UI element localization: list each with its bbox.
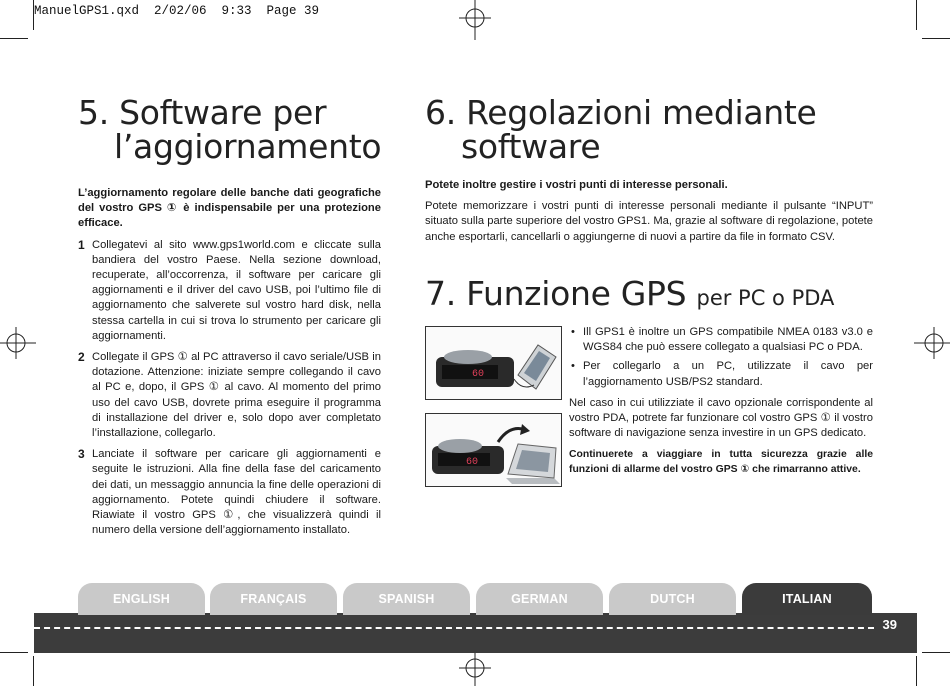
section-6 bbox=[425, 93, 873, 251]
footer-dashed-line bbox=[34, 627, 874, 629]
gps-pda-illustration bbox=[426, 327, 561, 399]
section-7-text bbox=[569, 325, 873, 477]
section-7-title bbox=[425, 274, 835, 315]
step-2 bbox=[78, 350, 381, 441]
section-7-title-sub: per PC o PDA bbox=[696, 286, 835, 310]
tab-german[interactable]: GERMAN bbox=[476, 583, 603, 615]
section-5-title bbox=[78, 93, 382, 166]
step-2-number: 2 bbox=[78, 350, 85, 365]
crop-mark-top-left bbox=[33, 0, 34, 30]
step-3 bbox=[78, 447, 381, 538]
registration-mark-top bbox=[455, 0, 495, 40]
crop-mark-bottom-right-h bbox=[922, 652, 950, 653]
section-7-title-main: 7. Funzione GPS bbox=[425, 274, 687, 313]
section-6-lead: Potete inoltre gestire i vostri punti di interesse personali. bbox=[425, 179, 728, 191]
svg-text:60: 60 bbox=[472, 369, 485, 380]
step-3-text: Lanciate il software per caricare gli aggiornamenti e seguite le istruzioni. Alla fine della fase del caricamento dei dati, un messaggio annuncia la fine delle operazioni di aggiornamento. Potete quindi chiudere il software. Riawiate il vostro GPS ①, che visualizzerà quindi il numero della versione dell’aggiornamento installato. bbox=[92, 448, 381, 537]
left-column bbox=[78, 93, 382, 544]
photo-gps-pda bbox=[425, 326, 562, 400]
bullet-item-2 bbox=[569, 359, 873, 389]
registration-mark-right bbox=[914, 323, 950, 363]
tab-francais[interactable]: FRANÇAIS bbox=[210, 583, 337, 615]
footer-band bbox=[34, 613, 917, 653]
page-number: 39 bbox=[882, 617, 897, 632]
section-6-title bbox=[425, 93, 873, 166]
crop-mark-bottom-left bbox=[33, 656, 34, 686]
step-3-number: 3 bbox=[78, 447, 85, 462]
section-7-closing: Continuerete a viaggiare in tutta sicurezza grazie alle funzioni di allarme del vostro GPS ① che rimarranno attive. bbox=[569, 449, 873, 476]
gps-laptop-illustration bbox=[426, 414, 561, 486]
section-6-title-line1: 6. Regolazioni mediante bbox=[425, 93, 817, 132]
bullet-item-1-text: Ill GPS1 è inoltre un GPS compatibile NMEA 0183 v3.0 e WGS84 che può essere collegato a qualsiasi PC o PDA. bbox=[583, 326, 873, 354]
section-5-title-line2: l’aggiornamento bbox=[114, 127, 382, 166]
crop-mark-bottom-right bbox=[916, 656, 917, 686]
section-6-title-line2: software bbox=[461, 127, 601, 166]
language-tabs bbox=[78, 583, 878, 615]
registration-mark-left bbox=[0, 323, 36, 363]
registration-mark-bottom bbox=[455, 648, 495, 686]
bullet-dot: • bbox=[571, 360, 575, 373]
bullet-item-1 bbox=[569, 325, 873, 355]
crop-mark-top-left-h bbox=[0, 38, 28, 39]
tab-spanish[interactable]: SPANISH bbox=[343, 583, 470, 615]
bullet-dot: • bbox=[571, 326, 575, 338]
bullet-item-2-text: Per collegarlo a un PC, utilizzate il cavo per l’aggiornamento USB/PS2 standard. bbox=[583, 360, 873, 388]
print-slug: ManuelGPS1.qxd 2/02/06 9:33 Page 39 bbox=[34, 4, 320, 18]
section-5-lead: L’aggiornamento regolare delle banche dati geografiche del vostro GPS ① è indispensabile per una protezione efficace. bbox=[78, 187, 381, 230]
section-5-title-line1: 5. Software per bbox=[78, 93, 327, 132]
step-1-text: Collegatevi al sito www.gps1world.com e cliccate sulla bandiera del vostro Paese. Nella sezione download, recuperate, all’occorrenza, il software per caricare gli aggiornamenti e il driver del cavo USB, poi l’ultimo file di aggiornamento che salverete sul vostro hard disk, nella stessa cartella in cui si trova lo strumento per caricare gli aggiornamenti. bbox=[92, 238, 381, 342]
step-1 bbox=[78, 238, 381, 344]
tab-italian[interactable]: ITALIAN bbox=[742, 583, 872, 615]
tab-english[interactable]: ENGLISH bbox=[78, 583, 205, 615]
section-6-body: Potete memorizzare i vostri punti di interesse personali mediante il pulsante “INPUT” situato sulla parte superiore del vostro GPS1. Ma, grazie al software di regolazione, potete anche esportarli, cancellarli o aggiungerne di nuovi a partire da file in formato CSV. bbox=[425, 200, 873, 243]
step-2-text: Collegate il GPS ① al PC attraverso il cavo seriale/USB in dotazione. Attenzione: iniziate sempre collegando il cavo al PC e, dopo, il GPS ① al cavo. Al momento del primo uso del cavo USB, dovrete prima eseguire il programma di installazione del driver e, solo dopo aver completato l’installazione, collegarlo. bbox=[92, 351, 381, 440]
section-7-body: Nel caso in cui utilizziate il cavo opzionale corrispondente al vostro PDA, potrete far funzionare col vostro GPS ① il vostro software di navigazione senza investire in un GPS dedicato. bbox=[569, 396, 873, 440]
crop-mark-bottom-left-h bbox=[0, 652, 28, 653]
svg-text:60: 60 bbox=[466, 457, 479, 468]
step-1-number: 1 bbox=[78, 237, 85, 252]
photo-gps-laptop bbox=[425, 413, 562, 487]
crop-mark-top-right bbox=[916, 0, 917, 30]
crop-mark-top-right-h bbox=[922, 38, 950, 39]
tab-dutch[interactable]: DUTCH bbox=[609, 583, 736, 615]
